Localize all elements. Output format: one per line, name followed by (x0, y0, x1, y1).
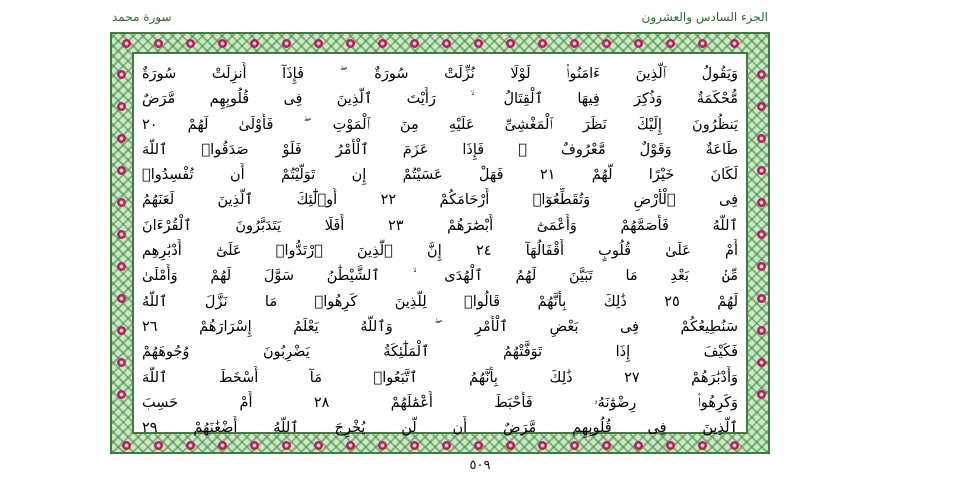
border-flower-ornament (122, 39, 131, 48)
verse-line: لَهُمْ ٢٥ ذَٰلِكَ بِأَنَّهُمْ قَالُوا۟ لِلَّذِينَ كَرِهُوا۟ مَا نَزَّلَ ٱللَّهُ (142, 293, 738, 310)
border-flower-ornament (186, 39, 195, 48)
page-header (112, 8, 768, 28)
border-flower-ornament (117, 102, 126, 111)
verse-line: مِّنۢ بَعْدِ مَا تَبَيَّنَ لَهُمُ ٱلْهُدَى ۙ ٱلشَّيْطَٰنُ سَوَّلَ لَهُمْ وَأَمْلَىٰ (142, 268, 738, 285)
border-flower-ornament (730, 39, 739, 48)
border-flower-ornament (757, 230, 766, 239)
border-flower-ornament (117, 326, 126, 335)
border-flower-ornament (117, 358, 126, 367)
page-ornamental-border (110, 32, 770, 454)
verse-line: ٱلَّذِينَ فِى قُلُوبِهِم مَّرَضٌ أَن لَّن يُخْرِجَ ٱللَّهُ أَضْغَٰنَهُمْ ٢٩ (142, 420, 738, 437)
border-flower-ornament (730, 441, 739, 450)
border-flower-ornament (442, 39, 451, 48)
juz-label: الجزء السادس والعشرون (641, 10, 768, 24)
border-flower-ornament (538, 441, 547, 450)
verse-line: مُّحْكَمَةٌ وَذُكِرَ فِيهَا ٱلْقِتَالُ ۙ رَأَيْتَ ٱلَّذِينَ فِى قُلُوبِهِم مَّرَضٌ (142, 91, 738, 108)
verse-line: يَنظُرُونَ إِلَيْكَ نَظَرَ ٱلْمَغْشِىِّ عَلَيْهِ مِنَ ٱلْمَوْتِ ۖ فَأَوْلَىٰ لَهُمْ ٢٠ (142, 116, 738, 133)
border-flower-ornament (218, 39, 227, 48)
verse-line: سَنُطِيعُكُمْ فِى بَعْضِ ٱلْأَمْرِ ۖ وَٱللَّهُ يَعْلَمُ إِسْرَارَهُمْ ٢٦ (142, 318, 738, 335)
verse-line: فِى ٱلْأَرْضِ وَتُقَطِّعُوٓا۟ أَرْحَامَكُمْ ٢٢ أُو۟لَٰٓئِكَ ٱلَّذِينَ لَعَنَهُمُ (142, 192, 738, 209)
border-flower-ornament (757, 262, 766, 271)
border-flower-ornament (570, 441, 579, 450)
border-flower-ornament (666, 441, 675, 450)
border-flower-ornament (474, 441, 483, 450)
border-flower-ornament (666, 39, 675, 48)
border-flower-ornament (122, 441, 131, 450)
verse-lines (142, 62, 738, 441)
border-flower-ornament (154, 441, 163, 450)
border-flower-ornament (314, 39, 323, 48)
border-flower-ornament (757, 358, 766, 367)
border-flower-ornament (117, 294, 126, 303)
border-flower-ornament (117, 230, 126, 239)
border-flower-ornament (117, 198, 126, 207)
verse-line: ٱللَّهُ فَأَصَمَّهُمْ وَأَعْمَىٰٓ أَبْصَٰرَهُمْ ٢٣ أَفَلَا يَتَدَبَّرُونَ ٱلْقُرْءَانَ (142, 217, 738, 234)
border-flower-ornament (634, 39, 643, 48)
border-flower-ornament (506, 39, 515, 48)
border-flower-ornament (410, 39, 419, 48)
border-flower-ornament (117, 166, 126, 175)
border-flower-ornament (117, 262, 126, 271)
verse-line: أَمْ عَلَىٰ قُلُوبٍ أَقْفَالُهَآ ٢٤ إِنَّ ٱلَّذِينَ ٱرْتَدُّوا۟ عَلَىٰٓ أَدْبَٰرِهِم (142, 243, 738, 260)
border-flower-ornament (117, 390, 126, 399)
border-flower-ornament (442, 441, 451, 450)
verse-line: وَيَقُولُ ٱلَّذِينَ ءَامَنُوا۟ لَوْلَا نُزِّلَتْ سُورَةٌ ۖ فَإِذَآ أُنزِلَتْ سُورَةٌ (142, 66, 738, 82)
border-flower-ornament (250, 39, 259, 48)
border-flower-ornament (602, 441, 611, 450)
border-flower-ornament (378, 441, 387, 450)
border-flower-ornament (346, 441, 355, 450)
border-flower-ornament (757, 294, 766, 303)
border-flower-ornament (378, 39, 387, 48)
border-flower-ornament (314, 441, 323, 450)
border-flower-ornament (757, 390, 766, 399)
border-flower-ornament (474, 39, 483, 48)
verse-line: وَكَرِهُوا۟ رِضْوَٰنَهُۥ فَأَحْبَطَ أَعْمَٰلَهُمْ ٢٨ أَمْ حَسِبَ (142, 394, 738, 411)
verse-line: لَكَانَ خَيْرًا لَّهُمْ ٢١ فَهَلْ عَسَيْتُمْ إِن تَوَلَّيْتُمْ أَن تُفْسِدُوا۟ (142, 167, 738, 184)
border-flower-ornament (757, 102, 766, 111)
border-flower-ornament (117, 134, 126, 143)
border-flower-ornament (250, 441, 259, 450)
surah-label: سورة محمد (112, 10, 172, 24)
border-flower-ornament (757, 134, 766, 143)
border-flower-ornament (757, 70, 766, 79)
border-flower-ornament (698, 441, 707, 450)
border-flower-ornament (570, 39, 579, 48)
border-flower-ornament (117, 70, 126, 79)
verse-line: فَكَيْفَ إِذَا تَوَفَّتْهُمُ ٱلْمَلَٰٓئِكَةُ يَضْرِبُونَ وُجُوهَهُمْ (142, 344, 738, 361)
border-flower-ornament (757, 198, 766, 207)
border-flower-ornament (346, 39, 355, 48)
verse-line: طَاعَةٌ وَقَوْلٌ مَّعْرُوفٌ ۚ فَإِذَا عَزَمَ ٱلْأَمْرُ فَلَوْ صَدَقُوا۟ ٱللَّهَ (142, 141, 738, 158)
border-flower-ornament (698, 39, 707, 48)
border-flower-ornament (757, 326, 766, 335)
text-frame (132, 52, 748, 437)
border-flower-ornament (186, 441, 195, 450)
border-flower-ornament (410, 441, 419, 450)
border-flower-ornament (282, 441, 291, 450)
border-flower-ornament (218, 441, 227, 450)
border-flower-ornament (282, 39, 291, 48)
border-flower-ornament (506, 441, 515, 450)
border-flower-ornament (634, 441, 643, 450)
border-flower-ornament (757, 166, 766, 175)
border-flower-ornament (154, 39, 163, 48)
border-flower-ornament (602, 39, 611, 48)
page-number: ٥٠٩ (469, 458, 491, 473)
border-flower-ornament (538, 39, 547, 48)
verse-line: وَأَدْبَٰرَهُمْ ٢٧ ذَٰلِكَ بِأَنَّهُمُ ٱتَّبَعُوا۟ مَآ أَسْخَطَ ٱللَّهَ (142, 369, 738, 386)
